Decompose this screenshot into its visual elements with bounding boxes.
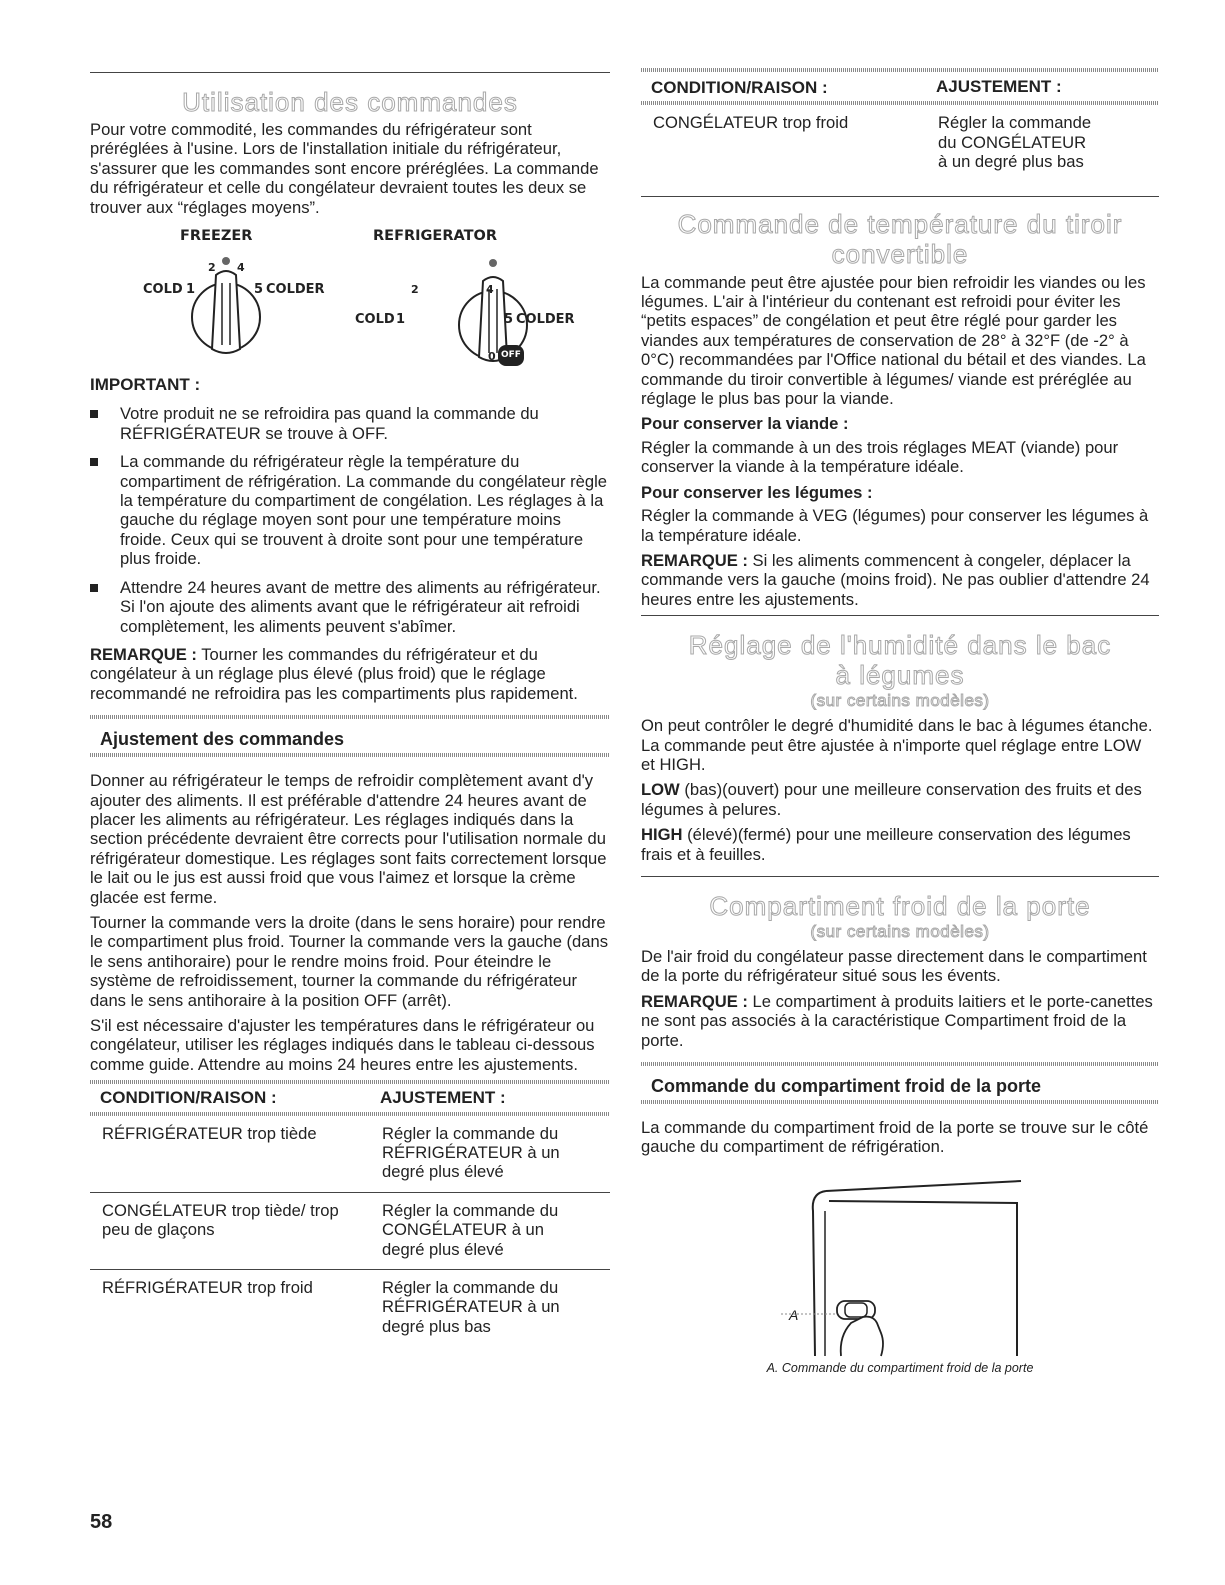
freezer-num-2: 2: [208, 261, 216, 275]
hatch-divider: [641, 1100, 1159, 1104]
section-title-utilisation: Utilisation des commandes: [182, 87, 518, 117]
table-header-adjust: AJUSTEMENT :: [936, 77, 1062, 96]
refrigerator-num-4: 4: [486, 283, 494, 297]
refrigerator-num-2: 2: [411, 283, 419, 297]
off-badge: OFF: [498, 345, 524, 366]
low-paragraph: [641, 780, 1159, 819]
table-header-condition: CONDITION/RAISON :: [651, 78, 828, 97]
section-title-tiroir-line2: convertible: [831, 238, 969, 269]
adjust-cell: Régler la commande du RÉFRIGÉRATEUR à un degré plus élevé: [370, 1116, 610, 1193]
door-compartment-icon: [781, 1171, 1031, 1361]
page-number: 58: [90, 1511, 113, 1533]
table-header-condition: CONDITION/RAISON :: [100, 1088, 277, 1108]
section-title-humidite-line2: à légumes: [835, 660, 965, 691]
adjustment-table-continued: [641, 72, 1159, 197]
high-paragraph: [641, 825, 1159, 864]
table-row: [90, 1116, 610, 1193]
remarque-text: Tourner les commandes du réfrigérateur et du congélateur à un réglage plus élevé (plus froid) que le réglage recommandé ne refroidira pas les compartiments plus rapidement.: [90, 644, 578, 703]
hatch-divider: [641, 1062, 1159, 1066]
tiroir-remarque: [641, 551, 1159, 609]
low-label: LOW: [641, 780, 680, 800]
porte-p2: La commande du compartiment froid de la porte se trouve sur le côté gauche du compartiment de réfrigération.: [641, 1118, 1149, 1157]
freezer-num-1: 1: [186, 282, 196, 298]
list-item: La commande du réfrigérateur règle la température du compartiment de réfrigération. La commande du congélateur règle la température du compartiment de congélation. Les réglages à la gauche du réglage moyen sont pour une température moins froide. Ceux qui se trouvent à droite sont pour une température plus froide.: [90, 452, 610, 568]
freezer-colder-label: COLDER: [266, 282, 325, 298]
condition-cell: RÉFRIGÉRATEUR trop froid: [102, 1278, 313, 1298]
remarque-label: REMARQUE :: [641, 550, 748, 570]
legumes-paragraph: Régler la commande à VEG (légumes) pour conserver les légumes à la température idéale.: [641, 506, 1149, 545]
adjust-cell: Régler la commande du RÉFRIGÉRATEUR à un degré plus bas: [382, 1278, 560, 1336]
refrigerator-colder-label: COLDER: [516, 312, 575, 328]
intro-paragraph: Pour votre commodité, les commandes du réfrigérateur sont préréglées à l'usine. Lors de l'installation initiale du réfrigérateur, s'assurer que les commandes sont encore préréglées. La commande du réfrigérateur et celle du congélateur devraient toutes les deux se trouver aux “réglages moyens”.: [90, 120, 599, 217]
adjustment-table: [90, 1084, 610, 1346]
ajustement-heading: Ajustement des commandes: [100, 729, 345, 750]
table-header-row: [90, 1084, 610, 1111]
refrigerator-num-5: 5: [504, 312, 514, 328]
figure-caption: A. Commande du compartiment froid de la porte: [766, 1360, 1034, 1375]
table-header-adjust: AJUSTEMENT :: [380, 1088, 506, 1108]
section-rule: [641, 615, 1159, 616]
top-rule: [90, 72, 610, 73]
hatch-divider: [90, 715, 610, 719]
freezer-dial-icon: [186, 253, 266, 365]
ajustement-p3: S'il est nécessaire d'ajuster les températures dans le réfrigérateur ou congélateur, utiliser les réglages indiqués dans le tableau ci-dessous comme guide. Attendre au moins 24 heures entre les ajustements.: [90, 1016, 595, 1074]
condition-cell: CONGÉLATEUR trop tiède/ trop peu de glaçons: [90, 1192, 370, 1269]
viande-paragraph: Régler la commande à un des trois réglages MEAT (viande) pour conserver la viande à la température idéale.: [641, 437, 1119, 477]
humidite-subtitle: (sur certains modèles): [810, 691, 990, 711]
table-header-row: [641, 72, 1159, 101]
high-label: HIGH: [641, 825, 683, 845]
adjust-cell: Régler la commande du CONGÉLATEUR à un degré plus bas: [926, 105, 1159, 196]
door-control-illustration: [641, 1167, 1159, 1377]
legumes-heading: Pour conserver les légumes :: [641, 482, 873, 502]
section-title-humidite-line1: Réglage de l'humidité dans le bac: [688, 630, 1112, 661]
important-heading: IMPORTANT :: [90, 375, 201, 395]
condition-cell: RÉFRIGÉRATEUR trop tiède: [90, 1116, 370, 1193]
freezer-cold-label: COLD: [143, 282, 183, 298]
ajustement-p2: Tourner la commande vers la droite (dans le sens horaire) pour rendre le compartiment plus froid. Tourner la commande vers la gauche (dans le sens antihoraire) pour le rendre moins froid. Pour éteindre le système de refroidissement, tourner la commande du réfrigérateur dans le sens antihoraire à la position OFF (arrêt).: [90, 912, 609, 1010]
condition-cell: CONGÉLATEUR trop froid: [641, 105, 926, 196]
porte-p1: De l'air froid du congélateur passe directement dans le compartiment de la porte du réfrigérateur situé sous les évents.: [641, 946, 1147, 986]
refrigerator-num-1: 1: [396, 312, 406, 328]
callout-a-label: A: [789, 1306, 799, 1323]
section-rule: [641, 876, 1159, 877]
list-item: Attendre 24 heures avant de mettre des aliments au réfrigérateur. Si l'on ajoute des aliments avant que le réfrigérateur ait refroidi complètement, les aliments peuvent s'abîmer.: [90, 578, 610, 636]
left-column: [90, 0, 610, 1346]
adjust-cell: Régler la commande du CONGÉLATEUR à un degré plus élevé: [370, 1192, 610, 1269]
high-text: (élevé)(fermé) pour une meilleure conservation des légumes frais et à feuilles.: [641, 825, 1131, 864]
remarque-label: REMARQUE :: [641, 991, 748, 1011]
right-column: [641, 0, 1159, 1377]
section-title-porte: Compartiment froid de la porte: [709, 890, 1091, 921]
freezer-label: FREEZER: [180, 228, 253, 245]
remarque-text: Si les aliments commencent à congeler, déplacer la commande vers la gauche (moins froid). Ne pas oublier d'attendre 24 heures entre les ajustements.: [641, 550, 1150, 609]
refrigerator-cold-label: COLD: [355, 312, 395, 328]
table-row: [90, 1270, 610, 1347]
viande-heading: Pour conserver la viande :: [641, 414, 849, 434]
porte-remarque: [641, 992, 1159, 1050]
freezer-num-4: 4: [237, 261, 245, 275]
section-title-tiroir-line1: Commande de température du tiroir: [677, 208, 1123, 239]
refrigerator-label: REFRIGERATOR: [373, 228, 497, 245]
important-list: [90, 404, 610, 635]
control-dials-diagram: [90, 223, 610, 383]
humidite-p1: On peut contrôler le degré d'humidité dans le bac à légumes étanche. La commande peut être ajustée à n'importe quel réglage entre LOW et HIGH.: [641, 716, 1153, 774]
low-text: (bas)(ouvert) pour une meilleure conservation des fruits et des légumes à pelures.: [641, 780, 1142, 819]
ajustement-p1: Donner au réfrigérateur le temps de refroidir complètement avant d'y ajouter des aliments. Il est préférable d'attendre 24 heures avant de placer les aliments au réfrigérateur. Les réglages indiqués dans la section précédente devraient être corrects pour l'utilisation normale du réfrigérateur domestique. Les réglages sont faits correctement lorsque le lait ou le jus est aussi froid que vous l'aimez et lorsque la crème glacée est ferme.: [90, 771, 607, 907]
list-item: Votre produit ne se refroidira pas quand la commande du RÉFRIGÉRATEUR se trouve à OFF.: [90, 404, 610, 443]
porte-subheading: Commande du compartiment froid de la porte: [651, 1076, 1042, 1096]
freezer-num-5: 5: [254, 282, 264, 298]
refrigerator-num-0: 0: [488, 350, 496, 364]
table-row: [641, 105, 1159, 196]
remarque-label: REMARQUE :: [90, 644, 197, 664]
porte-subtitle: (sur certains modèles): [810, 921, 990, 941]
table-row: [90, 1192, 610, 1269]
remarque-paragraph: [90, 645, 610, 703]
hatch-divider: [90, 753, 610, 757]
tiroir-p1: La commande peut être ajustée pour bien refroidir les viandes ou les légumes. L'air à l'intérieur du contenant est refroidi pour éviter les “petits espaces” de congélation et peut être réglé pour garder les viandes aux températures de conservation de 28° à 32°F (de -2° à 0°C) recommandées par l'Office national du bétail et des viandes. La commande du tiroir convertible à légumes/ viande est préréglée au réglage le plus bas pour la viande.: [641, 272, 1146, 409]
remarque-text: Le compartiment à produits laitiers et le porte-canettes ne sont pas associés à la caractéristique Compartiment froid de la porte.: [641, 991, 1153, 1050]
